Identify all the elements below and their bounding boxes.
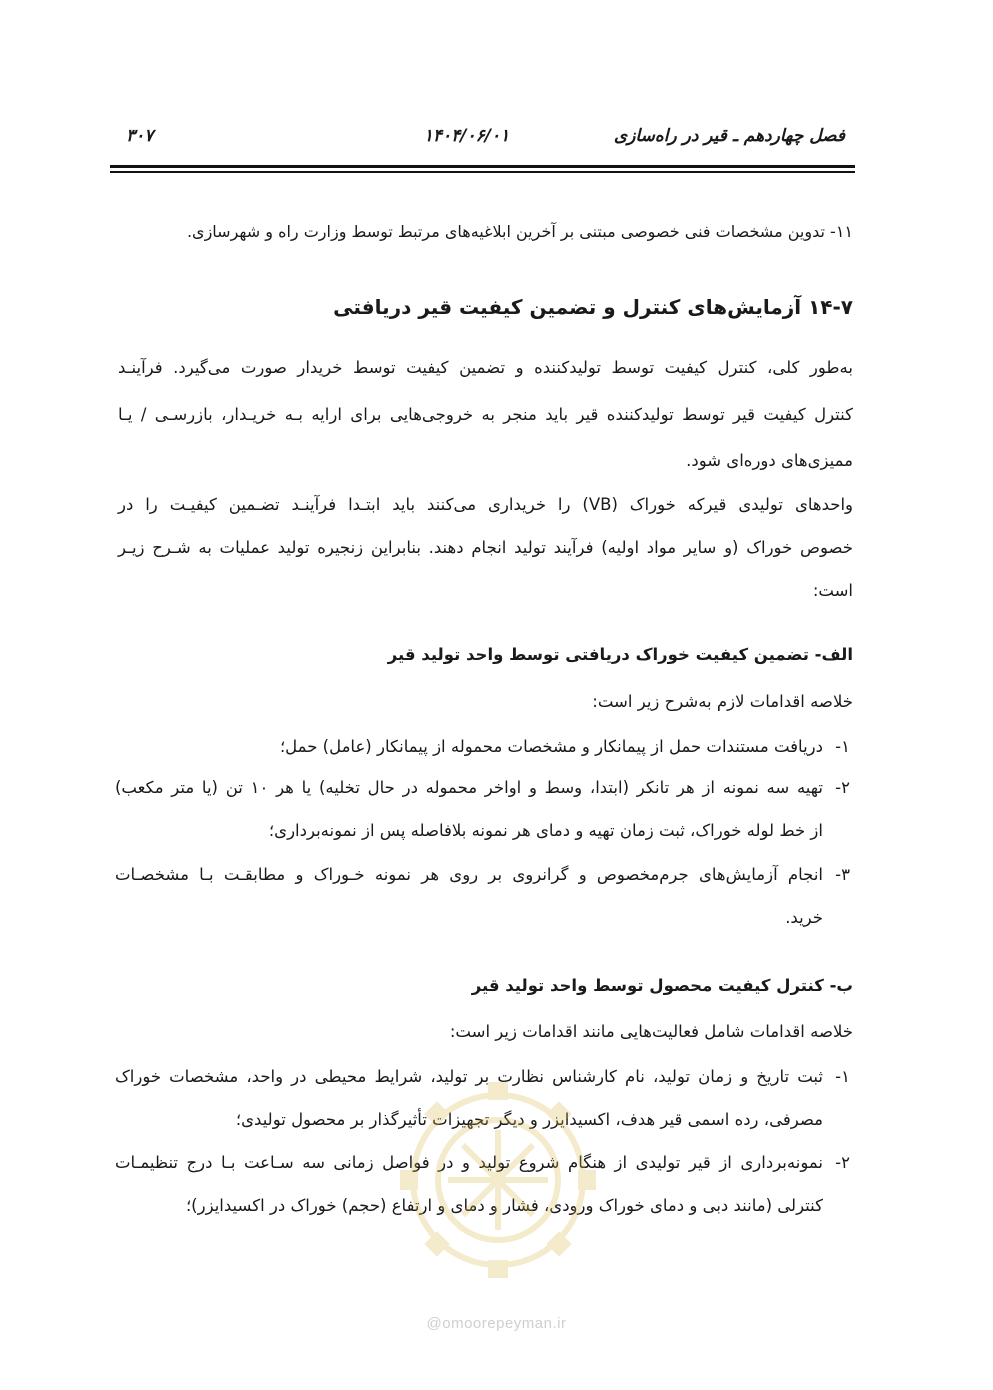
subsection-b-intro: خلاصه اقدامات شامل فعالیت‌هایی مانند اقدامات زیر است: (449, 1022, 853, 1041)
header-date: ۱۴۰۴/۰۶/۰۱ (423, 126, 510, 146)
header-rule-thick (110, 165, 855, 168)
chapter-title: فصل چهاردهم ـ قیر در راه‌سازی (613, 126, 845, 146)
list-item-text: مصرفی، رده اسمی قیر هدف، اکسیدایزر و دیگر تجهیزات تأثیرگذار بر محصول تولیدی؛ (235, 1110, 823, 1129)
subsection-a-intro: خلاصه اقدامات لازم به‌شرح زیر است: (592, 692, 853, 711)
header-rule-thin (110, 171, 855, 173)
page-number: ۳۰۷ (126, 126, 154, 146)
gear-logo-icon (388, 1060, 608, 1290)
list-item-text: دریافت مستندات حمل از پیمانکار و مشخصات محموله از پیمانکار (عامل) حمل؛ (279, 737, 823, 756)
list-item-number: ۲- (835, 1153, 850, 1172)
subsection-b-title: ب- کنترل کیفیت محصول توسط واحد تولید قیر (471, 976, 853, 995)
list-item-number: ۱- (835, 1067, 850, 1086)
list-item-number: ۳- (835, 865, 850, 884)
para2-line-2: خصوص خوراک (و سایر مواد اولیه) فرآیند تولید انجام دهند. بنابراین زنجیره تولید عملیات به شـرح زیـر (118, 538, 853, 557)
list-item-text: انجام آزمایش‌های جرم‌مخصوص و گرانروی بر روی هر نمونه خـوراک و مطابقـت بـا مشخصـات (115, 865, 823, 884)
para1-line-1: به‌طور کلی، کنترل کیفیت توسط تولیدکننده و تضمین کیفیت توسط خریدار صورت می‌گیرد. فرآینـد (118, 358, 853, 377)
list-item-text: از خط لوله خوراک، ثبت زمان تهیه و دمای هر نمونه بلافاصله پس از نمونه‌برداری؛ (268, 821, 823, 840)
list-item-number: ۲- (835, 778, 850, 797)
section-title: ۱۴-۷ آزمایش‌های کنترل و تضمین کیفیت قیر دریافتی (333, 295, 853, 319)
list-item-text: تهیه سه نمونه از هر تانکر (ابتدا، وسط و اواخر محموله در حال تخلیه) یا هر ۱۰ تن (یا متر مکعب) (115, 778, 823, 797)
para2-line-3: است: (812, 581, 853, 600)
list-item-text: خرید. (785, 908, 823, 927)
para2-line-1: واحدهای تولیدی قیرکه خوراک (VB) را خریداری می‌کنند باید ابتـدا فرآینـد تضـمین کیفیـت را در (118, 495, 853, 514)
list-item-11: ۱۱- تدوین مشخصات فنی خصوصی مبتنی بر آخرین ابلاغیه‌های مرتبط توسط وزارت راه و شهرسازی. (186, 222, 853, 241)
list-item-text: نمونه‌برداری از قیر تولیدی از هنگام شروع تولید و در فواصل زمانی سه سـاعت بـا درج تنظیمـات (115, 1153, 823, 1172)
list-item-text: کنترلی (مانند دبی و دمای خوراک ورودی، فشار و دمای و ارتفاع (حجم) خوراک در اکسیدایزر)؛ (185, 1196, 823, 1215)
list-item-number: ۱- (835, 737, 850, 756)
para1-line-2: کنترل کیفیت قیر توسط تولیدکننده قیر باید منجر به خروجی‌هایی برای ارایه بـه خریـدار، بازرسـی / یـا (118, 405, 853, 424)
watermark-text: @omoorepeyman.ir (426, 1315, 567, 1332)
list-item-text: ثبت تاریخ و زمان تولید، نام کارشناس نظارت بر تولید، شرایط محیطی در واحد، مشخصات خوراک (115, 1067, 823, 1086)
subsection-a-title: الف- تضمین کیفیت خوراک دریافتی توسط واحد تولید قیر (387, 645, 853, 664)
para1-line-3: ممیزی‌های دوره‌ای شود. (686, 451, 853, 470)
